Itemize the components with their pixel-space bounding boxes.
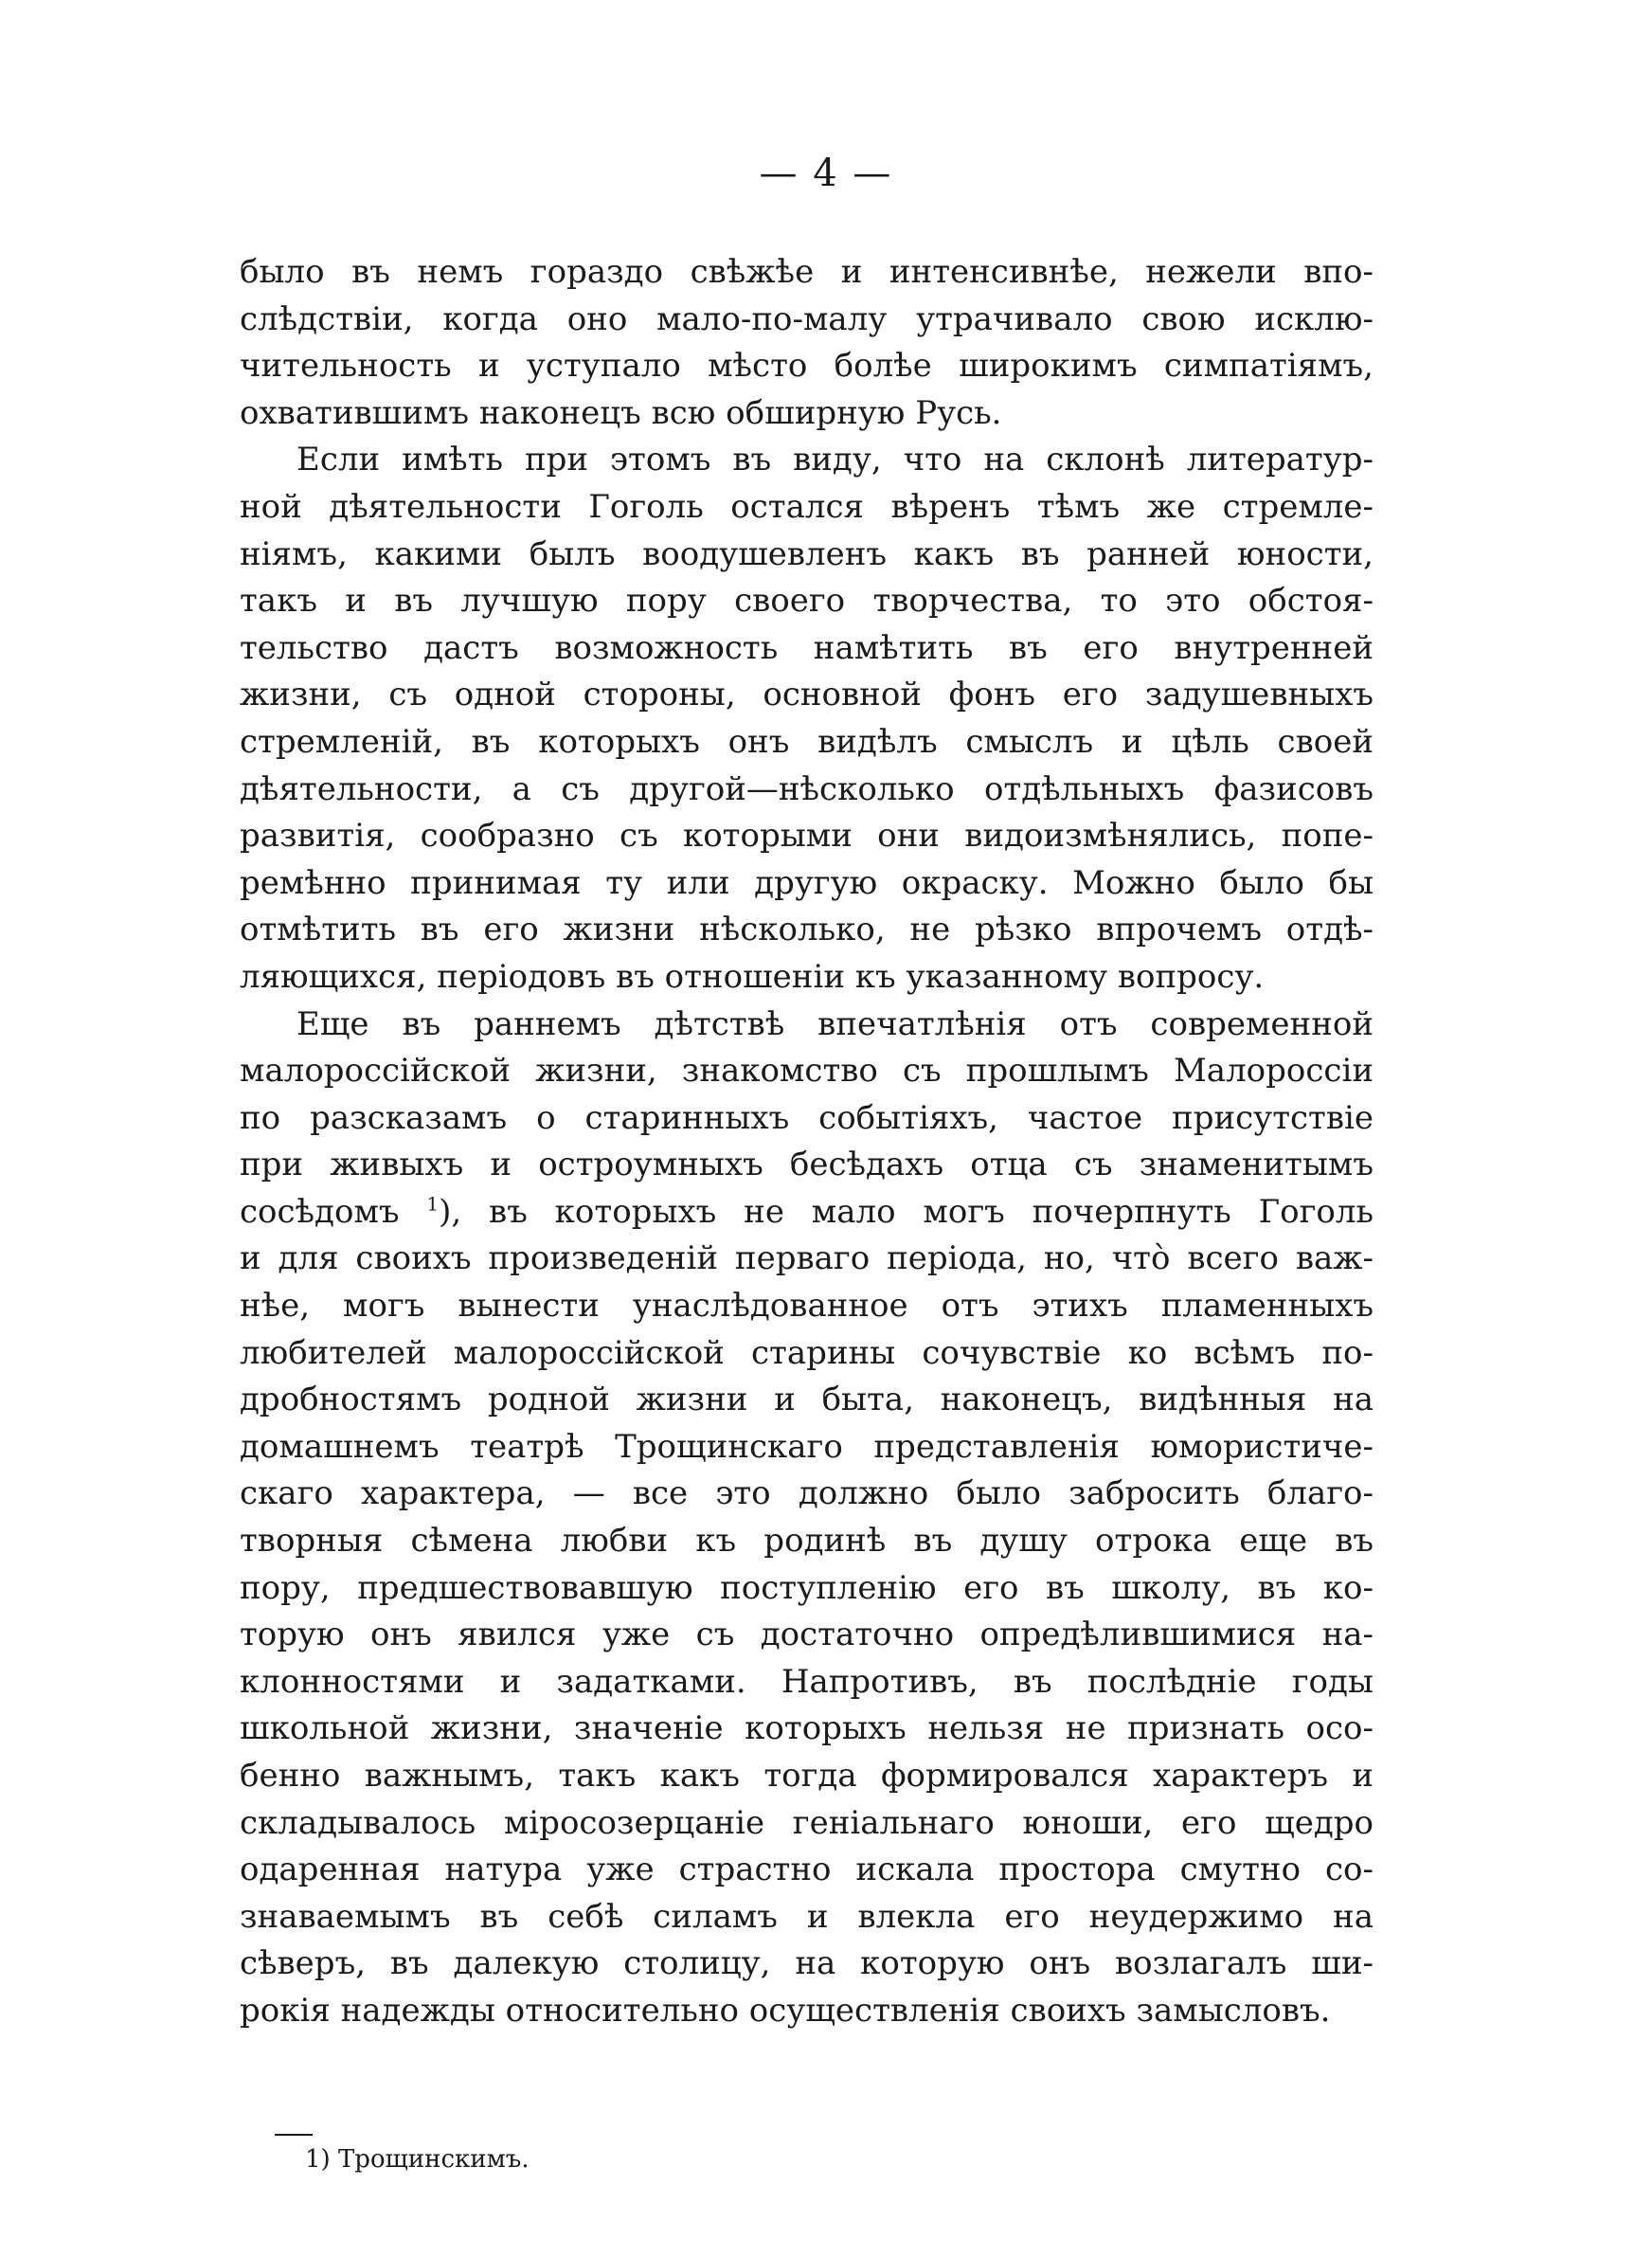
text-line: отмѣтить въ его жизни нѣсколько, не рѣзко впрочемъ отдѣ- bbox=[240, 911, 1374, 949]
text-line: Если имѣть при этомъ въ виду, что на склонѣ литератур- bbox=[296, 441, 1374, 479]
text-line: дробностямъ родной жизни и быта, наконецъ, видѣнныя на bbox=[240, 1381, 1374, 1419]
text-line: торую онъ явился уже съ достаточно опредѣлившимися на- bbox=[240, 1616, 1374, 1654]
text-line: сѣверъ, въ далекую столицу, на которую онъ возлагалъ ши- bbox=[240, 1944, 1374, 1983]
text-line: Еще въ раннемъ дѣтствѣ впечатлѣнія отъ современной bbox=[296, 1004, 1374, 1043]
text-line: такъ и въ лучшую пору своего творчества, то это обстоя- bbox=[240, 582, 1374, 621]
text-line: стремленій, въ которыхъ онъ видѣлъ смыслъ и цѣль своей bbox=[240, 722, 1374, 761]
text-line: ной дѣятельности Гоголь остался вѣренъ тѣмъ же стремле- bbox=[240, 487, 1374, 526]
text-line: охватившимъ наконецъ всю обширную Русь. bbox=[240, 393, 1002, 432]
footnote-text: Трощинскимъ. bbox=[337, 2145, 530, 2174]
text-line: скаго характера, — все это должно было забросить благо- bbox=[240, 1474, 1374, 1513]
text-line: нѣе, могъ вынести унаслѣдованное отъ этихъ пламенныхъ bbox=[240, 1287, 1374, 1326]
text-line: ляющихся, періодовъ въ отношеніи къ указанному вопросу. bbox=[240, 957, 1265, 996]
text-line: складывалось міросозерцаніе геніальнаго юноши, его щедро bbox=[240, 1803, 1374, 1842]
text-fragment: ), въ которыхъ не мало могъ почерпнуть Гоголь bbox=[439, 1192, 1374, 1231]
footnote bbox=[305, 2143, 530, 2176]
text-line: дѣятельности, а съ другой—нѣсколько отдѣльныхъ фазисовъ bbox=[240, 769, 1374, 808]
text-line: пору, предшествовавшую поступленію его въ школу, въ ко- bbox=[240, 1568, 1374, 1607]
text-line: одаренная натура уже страстно искала простора смутно со- bbox=[240, 1851, 1374, 1889]
text-line: жизни, съ одной стороны, основной фонъ его задушевныхъ bbox=[240, 676, 1374, 714]
text-line: любителей малороссійской старины сочувствіе ко всѣмъ по- bbox=[240, 1333, 1374, 1372]
text-line: творныя сѣмена любви къ родинѣ въ душу отрока еще въ bbox=[240, 1522, 1374, 1561]
text-line: малороссійской жизни, знакомство съ прошлымъ Малороссіи bbox=[240, 1052, 1374, 1091]
footnote-ref: 1 bbox=[426, 1192, 440, 1216]
footnote-marker-paren: ) bbox=[320, 2145, 331, 2174]
text-line: домашнемъ театрѣ Трощинскаго представленія юмористиче- bbox=[240, 1427, 1374, 1466]
footnote-divider bbox=[275, 2134, 313, 2136]
text-line: при живыхъ и остроумныхъ бесѣдахъ отца съ знаменитымъ bbox=[240, 1146, 1374, 1184]
text-line: было въ немъ гораздо свѣжѣе и интенсивнѣе, нежели впо- bbox=[240, 253, 1374, 291]
footnote-marker: 1 bbox=[305, 2145, 321, 2174]
text-fragment: сосѣдомъ bbox=[240, 1192, 400, 1231]
text-line: знаваемымъ въ себѣ силамъ и влекла его неудержимо на bbox=[240, 1897, 1374, 1936]
text-line-with-footnote-ref bbox=[240, 1189, 1374, 1237]
text-line: чительность и уступало мѣсто болѣе широкимъ симпатіямъ, bbox=[240, 347, 1374, 386]
text-line: ніямъ, какими былъ воодушевленъ какъ въ ранней юности, bbox=[240, 534, 1374, 573]
text-line: и для своихъ произведеній перваго періода, но, что̀ всего важ- bbox=[240, 1239, 1374, 1278]
text-line: школьной жизни, значеніе которыхъ нельзя не признать осо- bbox=[240, 1709, 1374, 1748]
text-line: по разсказамъ о старинныхъ событіяхъ, частое присутствіе bbox=[240, 1098, 1374, 1137]
text-line: ремѣнно принимая ту или другую окраску. Можно было бы bbox=[240, 863, 1374, 902]
text-line: слѣдствіи, когда оно мало-по-малу утрачивало свою исклю- bbox=[240, 299, 1374, 338]
text-line: тельство дастъ возможность намѣтить въ его внутренней bbox=[240, 628, 1374, 667]
page-number: — 4 — bbox=[759, 152, 893, 195]
text-line: клонностями и задатками. Напротивъ, въ послѣдніе годы bbox=[240, 1662, 1374, 1701]
text-line: бенно важнымъ, такъ какъ тогда формировался характеръ и bbox=[240, 1757, 1374, 1795]
body-text bbox=[240, 249, 1374, 2035]
text-line: рокія надежды относительно осуществленія своихъ замысловъ. bbox=[240, 1991, 1331, 2030]
text-line: развитія, сообразно съ которыми они видоизмѣнялись, попе- bbox=[240, 817, 1374, 856]
